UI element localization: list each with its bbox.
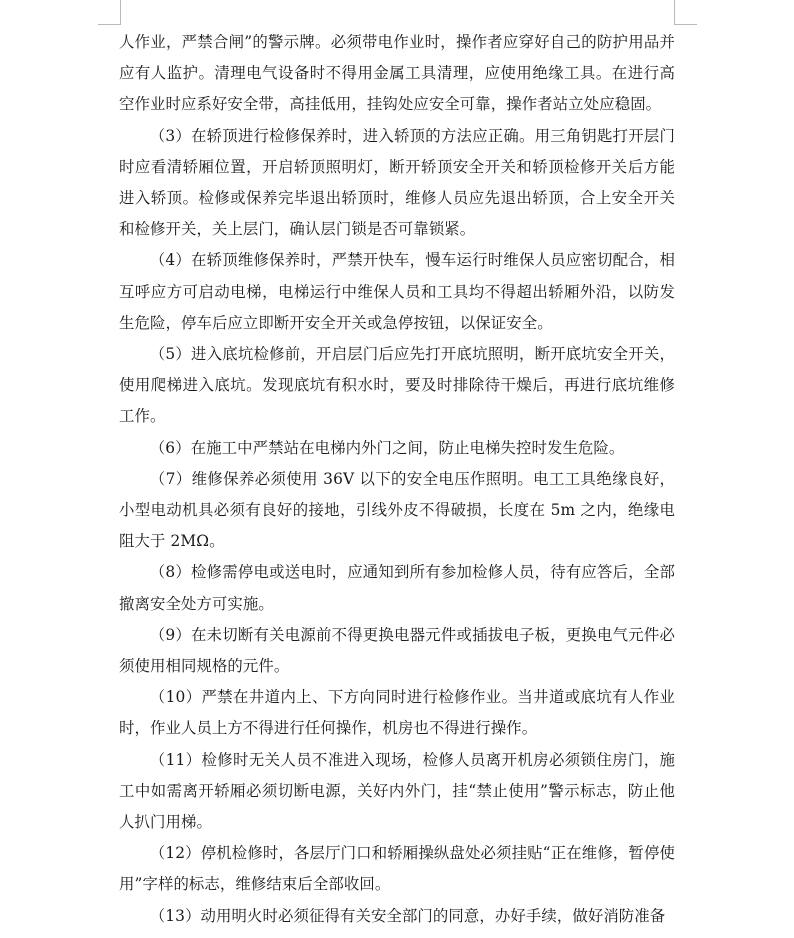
paragraph-item-4: （4）在轿顶维修保养时，严禁开快车，慢车运行时维保人员应密切配合，相互呼应方可启动电梯，电梯运行中维保人员和工具均不得超出轿厢外沿，以防发生危险，停车后应立即断开安全开关或急停按钮，以保证安全。 [119, 251, 675, 332]
paragraph-item-3: （3）在轿顶进行检修保养时，进入轿顶的方法应正确。用三角钥匙打开层门时应看清轿厢位置，开启轿顶照明灯，断开轿顶安全开关和轿顶检修开关后方能进入轿顶。检修或保养完毕退出轿顶时，维修人员应先退出轿顶，合上安全开关和检修开关，关上层门，确认层门锁是否可靠锁紧。 [119, 126, 675, 239]
paragraph-item-11: （11）检修时无关人员不准进入现场，检修人员离开机房必须锁住房门，施工中如需离开轿厢必须切断电源，关好内外门，挂“禁止使用”警示标志，防止他人扒门用梯。 [119, 750, 675, 832]
crop-mark-left [98, 0, 121, 25]
paragraph-item-13: （13）动用明火时必须征得有关安全部门的同意，办好手续，做好消防准备 [149, 906, 666, 925]
paragraph-item-9: （9）在未切断有关电源前不得更换电器元件或插拔电子板，更换电气元件必须使用相同规格的元件。 [119, 625, 675, 676]
paragraph-continued: 人作业，严禁合闸”的警示牌。必须带电作业时，操作者应穿好自己的防护用品并应有人监护。清理电气设备时不得用金属工具清理，应使用绝缘工具。在进行高空作业时应系好安全带，高挂低用，挂钩处应安全可靠，操作者站立处应稳固。 [119, 33, 675, 114]
paragraph-item-12: （12）停机检修时，各层厅门口和轿厢操纵盘处必须挂贴“正在维修，暂停使用”字样的标志，维修结束后全部收回。 [119, 844, 675, 894]
paragraph-item-7: （7）维修保养必须使用 36V 以下的安全电压作照明。电工工具绝缘良好，小型电动机具必须有良好的接地，引线外皮不得破损，长度在 5m 之内，绝缘电阻大于 2MΩ。 [119, 469, 675, 551]
document-body [119, 27, 675, 932]
crop-mark-right [674, 0, 697, 25]
paragraph-item-5: （5）进入底坑检修前，开启层门后应先打开底坑照明，断开底坑安全开关，使用爬梯进入底坑。发现底坑有积水时，要及时排除待干燥后，再进行底坑维修工作。 [119, 345, 675, 426]
paragraph-item-10: （10）严禁在井道内上、下方向同时进行检修作业。当井道或底坑有人作业时，作业人员上方不得进行任何操作，机房也不得进行操作。 [119, 688, 675, 738]
paragraph-item-8: （8）检修需停电或送电时，应通知到所有参加检修人员，待有应答后，全部撤离安全处方可实施。 [119, 563, 675, 613]
paragraph-item-6: （6）在施工中严禁站在电梯内外门之间，防止电梯失控时发生危险。 [149, 438, 625, 457]
